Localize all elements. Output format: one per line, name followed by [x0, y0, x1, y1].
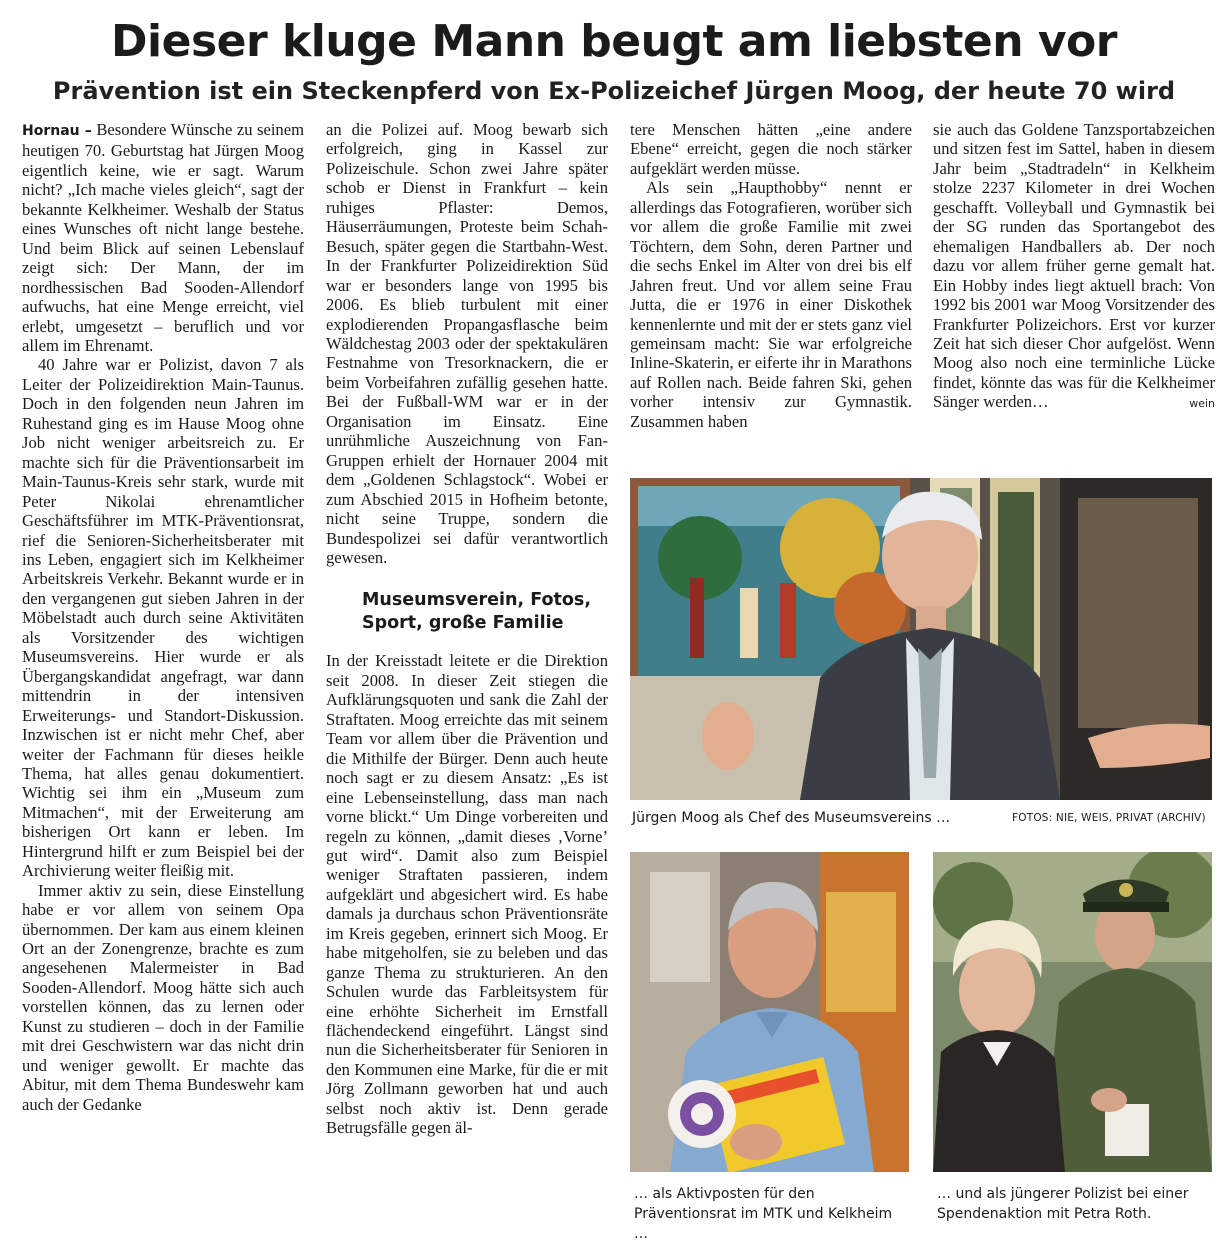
paragraph: tere Menschen hätten „eine andere Ebene“ erreicht, gegen die noch stärker aufgeklärt werden müsse.	[630, 120, 912, 178]
paragraph: 40 Jahre war er Polizist, davon 7 als Leiter der Polizeidirektion Main-Taunus. Doch in den folgenden neun Jahren im Ruhestand ging es im Hause Moog ohne Job nicht weniger arbeitsreich zu. Er machte sich für die Präventionsarbeit im Main-Taunus-Kreis sehr stark, wurde mit Peter Nikolai ehrenamtlicher Geschäftsführer im MTK-Präventionsrat, rief die Senioren-Sicherheitsberater mit ins Leben, engagiert sich im Kelkheimer Arbeitskreis Verkehr. Bekannt wurde er in den vergangenen gut sieben Jahren in der Möbelstadt auch durch seine Aktivitäten als Vorsitzender des wichtigen Museumsvereins. Hier wurde er als Übergangskandidat angefragt, war dann mittendrin in der intensiven Erweiterungs- und Standort-Diskussion. Inzwischen ist er nicht mehr Chef, aber weiter der Fachmann für dieses heikle Thema, hat alles genau dokumentiert. Wichtig sei ihm ein „Museum zum Mitmachen“, mit der Erweiterung am bisherigen Ort kann er leben. Im Hintergrund hilft er zum Beispiel bei der Archivierung weiter fleißig mit.	[22, 355, 304, 881]
main-photo	[630, 478, 1212, 800]
paragraph	[933, 120, 1215, 412]
author-signature: wein	[1189, 397, 1215, 411]
article-column-4	[933, 120, 1215, 412]
prevention-photo	[630, 852, 909, 1172]
article-column-3	[630, 120, 912, 431]
photo-credit: FOTOS: NIE, WEIS, PRIVAT (ARCHIV)	[1012, 812, 1206, 824]
subheadline: Prävention ist ein Steckenpferd von Ex-Polizeichef Jürgen Moog, der heute 70 wird	[52, 77, 1176, 105]
police-photo-caption: … und als jüngerer Polizist bei einer Spendenaktion mit Petra Roth.	[937, 1186, 1189, 1222]
prevention-photo-caption: … als Aktivposten für den Präventionsrat im MTK und Kelkheim …	[634, 1186, 893, 1242]
paragraph-text: sie auch das Goldene Tanzsportabzeichen und sitzen fest im Sattel, haben in diesem Jahr beim „Stadtradeln“ in Kelkheim stolze 2237 Kilometer in drei Wochen geschafft. Volleyball und Gymnastik bei der SG runden das Sportangebot des ehemaligen Handballers ab. Der noch dazu vor allem früher gerne gemalt hat. Ein Hobby indes liegt aktuell brach: Von 1992 bis 2001 war Moog Vorsitzender des Frankfurter Polizeichors. Erst vor kurzer Zeit hat sich dieser Chor aufgelöst. Wenn Moog also noch eine terminliche Lücke findet, könnte das was für die Kelkheimer Sänger werden…	[933, 120, 1215, 412]
police-photo	[933, 852, 1212, 1172]
article-column-1	[22, 120, 304, 1114]
article-column-2	[326, 120, 608, 1138]
headline: Dieser kluge Mann beugt am liebsten vor	[111, 16, 1117, 67]
dateline: Hornau –	[22, 123, 92, 139]
paragraph: In der Kreisstadt leitete er die Direktion seit 2008. In dieser Zeit stiegen die Aufklärungsquoten und sank die Zahl der Straftaten. Moog erreichte das mit seinem Team vor allem über die Prävention und die Mithilfe der Bürger. Denn auch heute noch sagt er zu diesem Ansatz: „Es ist eine Lebenseinstellung, dass man nach vorne blickt.“ Um Dinge vorbereiten und regeln zu können, „damit dieses ‚Vorne’ gut wird“. Damit also zum Beispiel weniger Straftaten passieren, indem aufgeklärt und abgesichert wird. Es habe damals ja durchaus schon Präventionsräte im Kreis gegeben, erinnert sich Moog. Er habe mitgeholfen, sie zu beleben und das ganze Thema zu strukturieren. An den Schulen wurde das Farbleitsystem für eine erhöhte Sicherheit im Ernstfall flächendeckend eingeführt. Längst sind nun die Sicherheitsberater für Senioren in den Kommunen eine Marke, für die er mit Jörg Zollmann geworben hat und auch selbst noch aktiv ist. Denn gerade Betrugsfälle gegen äl-	[326, 651, 608, 1138]
paragraph: Immer aktiv zu sein, diese Einstellung habe er vor allem von seinem Opa übernommen. Der kam aus einem kleinen Ort an der Zonengrenze, brachte es zum angesehenen Malermeister in Bad Sooden-Allendorf. Moog hätte sich auch vorstellen können, das zu lernen oder Kunst zu studieren – doch in der Familie mit drei Geschwistern war das nicht drin und weniger gewollt. Er machte das Abitur, mit dem Thema Bundeswehr kam auch der Gedanke	[22, 880, 304, 1114]
main-photo-caption: Jürgen Moog als Chef des Museumsvereins …	[632, 810, 951, 826]
paragraph	[22, 120, 304, 355]
section-subhead: Museumsverein, Fotos, Sport, große Familie	[362, 590, 591, 634]
paragraph-text: Besondere Wünsche zu seinem heutigen 70. Geburtstag hat Jürgen Moog eigentlich keine, wie er sagt. Warum nicht? „Ich mache vieles gleich“, sagt der bekannte Kelkheimer. Weshalb der Status eines Wunsches oft nicht lange bestehe. Und beim Blick auf seinen Lebenslauf zeigt sich: Der Mann, der im nordhessischen Bad Sooden-Allendorf aufwuchs, hat eine Menge erreicht, viel erlebt, umgesetzt – beruflich und vor allem im Ehrenamt.	[22, 120, 304, 355]
paragraph: an die Polizei auf. Moog bewarb sich erfolgreich, ging in Kassel zur Polizeischule. Schon zwei Jahre später schob er Dienst in Frankfurt – kein ruhiges Pflaster: Demos, Häuserräumungen, Proteste beim Schah-Besuch, später gegen die Startbahn-West. In der Frankfurter Polizeidirektion Süd war er besonders lange von 1995 bis 2006. Es blieb turbulent mit einer explodierenden Propangasflasche beim Wäldchestag 2003 oder der spektakulären Festnahme von Tresorknackern, die er beim Vorbeifahren zufällig gesehen hatte. Bei der Fußball-WM war er in der Organisation im Einsatz. Eine unrühmliche Auszeichnung von Fan-Gruppen erhielt der Hornauer 2004 mit dem „Goldenen Schlagstock“. Wobei er zum Abschied 2015 in Hofheim betonte, nicht seine Truppe, sondern die Bundespolizei sei dafür verantwortlich gewesen.	[326, 120, 608, 567]
paragraph: Als sein „Haupthobby“ nennt er allerdings das Fotografieren, worüber sich vor allem die große Familie mit zwei Töchtern, dem Sohn, deren Partner und die sechs Enkel im Alter von drei bis elf Jahren freut. Und vor allem seine Frau Jutta, die er 1976 in einer Diskothek kennenlernte und mit der er stets ganz viel gemeinsam macht: Sie war erfolgreiche Inline-Skaterin, er eiferte ihr in Marathons auf Rollen nach. Beide fahren Ski, gehen vorher intensiv zur Gymnastik. Zusammen haben	[630, 178, 912, 431]
